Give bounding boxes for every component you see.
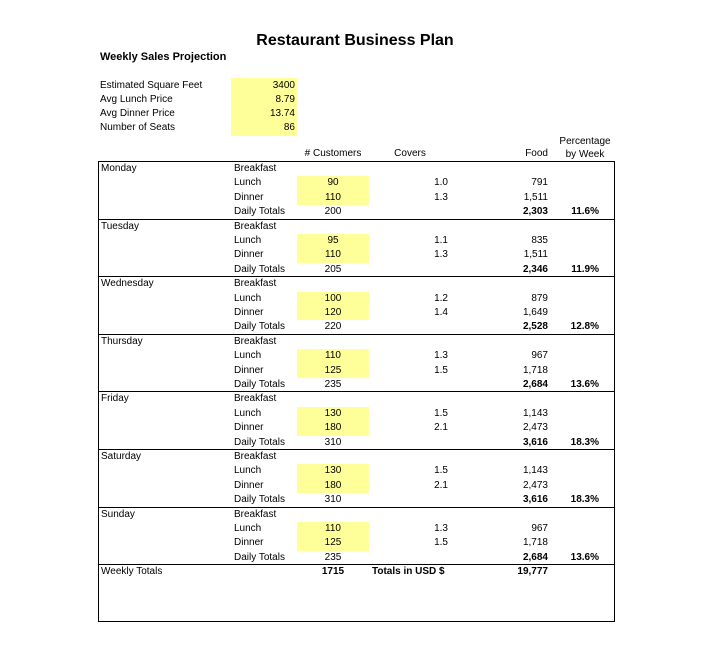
dinner-covers: 1.5 bbox=[434, 364, 448, 376]
day-name: Monday bbox=[101, 163, 137, 174]
param-value-dinner-price[interactable]: 13.74 bbox=[269, 108, 295, 119]
day-name: Sunday bbox=[101, 508, 135, 520]
header-food: Food bbox=[525, 148, 548, 159]
param-value-seats[interactable]: 86 bbox=[283, 122, 295, 133]
lunch-covers: 1.5 bbox=[434, 407, 448, 419]
meal-label-lunch: Lunch bbox=[234, 523, 262, 534]
day-separator bbox=[98, 507, 615, 508]
dinner-food: 1,718 bbox=[522, 364, 548, 376]
lunch-customers[interactable]: 130 bbox=[324, 465, 342, 477]
daily-total-food: 2,346 bbox=[522, 263, 548, 275]
meal-label-lunch: Lunch bbox=[234, 177, 262, 189]
meal-label-lunch: Lunch bbox=[234, 465, 262, 477]
meal-label-daily-totals: Daily Totals bbox=[234, 494, 285, 506]
meal-label-lunch: Lunch bbox=[234, 407, 262, 419]
meal-label-lunch: Lunch bbox=[234, 350, 262, 362]
section-subtitle: Weekly Sales Projection bbox=[100, 51, 227, 63]
meal-label-daily-totals: Daily Totals bbox=[234, 206, 285, 218]
daily-total-customers: 310 bbox=[324, 436, 342, 448]
dinner-covers: 2.1 bbox=[434, 479, 448, 491]
lunch-food: 879 bbox=[531, 292, 548, 304]
meal-label-breakfast: Breakfast bbox=[234, 393, 277, 405]
daily-total-food: 2,684 bbox=[522, 551, 548, 563]
dinner-food: 2,473 bbox=[522, 422, 548, 434]
dinner-covers: 1.3 bbox=[434, 249, 448, 261]
daily-total-customers: 235 bbox=[324, 379, 342, 390]
day-separator bbox=[98, 219, 615, 220]
lunch-food: 967 bbox=[531, 350, 548, 362]
param-value-square-feet[interactable]: 3400 bbox=[272, 80, 295, 91]
dinner-covers: 1.5 bbox=[434, 537, 448, 549]
lunch-food: 835 bbox=[531, 235, 548, 246]
lunch-customers[interactable]: 130 bbox=[324, 407, 342, 419]
header-customers: # Customers bbox=[304, 148, 362, 159]
meal-label-breakfast: Breakfast bbox=[234, 508, 277, 520]
param-value-lunch-price[interactable]: 8.79 bbox=[275, 94, 295, 105]
daily-total-customers: 205 bbox=[324, 263, 342, 275]
day-name: Wednesday bbox=[101, 278, 154, 290]
lunch-customers[interactable]: 100 bbox=[324, 292, 342, 304]
meal-label-daily-totals: Daily Totals bbox=[234, 379, 285, 390]
meal-label-breakfast: Breakfast bbox=[234, 220, 277, 232]
meal-label-daily-totals: Daily Totals bbox=[234, 321, 285, 333]
daily-total-food: 2,528 bbox=[522, 321, 548, 333]
meal-label-daily-totals: Daily Totals bbox=[234, 263, 285, 275]
meal-label-dinner: Dinner bbox=[234, 479, 264, 491]
dinner-customers[interactable]: 125 bbox=[324, 537, 342, 549]
lunch-customers[interactable]: 90 bbox=[327, 177, 339, 189]
daily-percentage: 13.6% bbox=[570, 379, 599, 390]
page-title: Restaurant Business Plan bbox=[256, 32, 454, 49]
lunch-covers: 1.1 bbox=[434, 235, 448, 246]
meal-label-dinner: Dinner bbox=[234, 191, 264, 203]
lunch-covers: 1.2 bbox=[434, 292, 448, 304]
lunch-customers[interactable]: 95 bbox=[327, 235, 339, 246]
param-label-seats: Number of Seats bbox=[100, 122, 176, 133]
dinner-customers[interactable]: 120 bbox=[324, 307, 342, 318]
daily-total-food: 3,616 bbox=[522, 436, 548, 448]
meal-label-lunch: Lunch bbox=[234, 292, 262, 304]
meal-label-daily-totals: Daily Totals bbox=[234, 551, 285, 563]
daily-percentage: 13.6% bbox=[570, 551, 599, 563]
daily-total-customers: 235 bbox=[324, 551, 342, 563]
dinner-customers[interactable]: 110 bbox=[325, 191, 341, 203]
daily-total-food: 2,684 bbox=[522, 379, 548, 390]
meal-label-dinner: Dinner bbox=[234, 537, 264, 549]
weekly-total-food: 19,777 bbox=[517, 566, 548, 577]
day-name: Friday bbox=[101, 393, 129, 405]
day-name: Tuesday bbox=[101, 220, 139, 232]
daily-percentage: 11.6% bbox=[571, 206, 599, 218]
lunch-covers: 1.3 bbox=[434, 523, 448, 534]
weekly-totals-label: Weekly Totals bbox=[101, 566, 163, 577]
day-separator bbox=[98, 449, 615, 450]
day-separator bbox=[98, 276, 615, 277]
lunch-covers: 1.3 bbox=[434, 350, 448, 362]
daily-total-food: 3,616 bbox=[522, 494, 548, 506]
meal-label-lunch: Lunch bbox=[234, 235, 262, 246]
lunch-food: 967 bbox=[531, 523, 548, 534]
dinner-food: 1,718 bbox=[522, 537, 548, 549]
lunch-covers: 1.0 bbox=[434, 177, 448, 189]
dinner-covers: 2.1 bbox=[434, 422, 448, 434]
daily-total-customers: 200 bbox=[324, 206, 342, 218]
dinner-food: 1,511 bbox=[523, 191, 548, 203]
daily-total-customers: 310 bbox=[324, 494, 342, 506]
day-separator bbox=[98, 391, 615, 392]
dinner-food: 2,473 bbox=[522, 479, 548, 491]
lunch-customers[interactable]: 110 bbox=[325, 350, 341, 362]
meal-label-dinner: Dinner bbox=[234, 422, 264, 434]
meal-label-breakfast: Breakfast bbox=[234, 278, 277, 290]
meal-label-dinner: Dinner bbox=[234, 307, 264, 318]
daily-total-food: 2,303 bbox=[522, 206, 548, 218]
dinner-customers[interactable]: 180 bbox=[324, 479, 342, 491]
param-label-lunch-price: Avg Lunch Price bbox=[100, 94, 173, 105]
day-name: Saturday bbox=[101, 451, 142, 462]
dinner-food: 1,649 bbox=[522, 307, 548, 318]
daily-percentage: 18.3% bbox=[570, 494, 599, 506]
dinner-covers: 1.4 bbox=[434, 307, 448, 318]
meal-label-breakfast: Breakfast bbox=[234, 335, 277, 347]
meal-label-dinner: Dinner bbox=[234, 364, 264, 376]
daily-percentage: 11.9% bbox=[571, 263, 599, 275]
meal-label-daily-totals: Daily Totals bbox=[234, 436, 285, 448]
dinner-food: 1,511 bbox=[523, 249, 548, 261]
dinner-customers[interactable]: 180 bbox=[324, 422, 342, 434]
meal-label-dinner: Dinner bbox=[234, 249, 264, 261]
lunch-covers: 1.5 bbox=[434, 465, 448, 477]
weekly-total-customers: 1715 bbox=[321, 566, 345, 577]
daily-percentage: 12.8% bbox=[570, 321, 599, 333]
param-label-square-feet: Estimated Square Feet bbox=[100, 80, 203, 91]
meal-label-breakfast: Breakfast bbox=[234, 451, 277, 462]
lunch-food: 791 bbox=[531, 177, 548, 189]
header-percentage: Percentage by Week bbox=[559, 136, 611, 160]
header-covers: Covers bbox=[394, 148, 426, 159]
param-label-dinner-price: Avg Dinner Price bbox=[100, 108, 175, 119]
dinner-covers: 1.3 bbox=[434, 191, 448, 203]
totals-usd-label: Totals in USD $ bbox=[372, 566, 445, 577]
daily-total-customers: 220 bbox=[324, 321, 342, 333]
day-separator bbox=[98, 334, 615, 335]
meal-label-breakfast: Breakfast bbox=[234, 163, 277, 174]
lunch-food: 1,143 bbox=[522, 407, 548, 419]
dinner-customers[interactable]: 125 bbox=[324, 364, 342, 376]
lunch-food: 1,143 bbox=[522, 465, 548, 477]
dinner-customers[interactable]: 110 bbox=[325, 249, 341, 261]
day-name: Thursday bbox=[101, 335, 143, 347]
lunch-customers[interactable]: 110 bbox=[325, 523, 341, 534]
daily-percentage: 18.3% bbox=[570, 436, 599, 448]
